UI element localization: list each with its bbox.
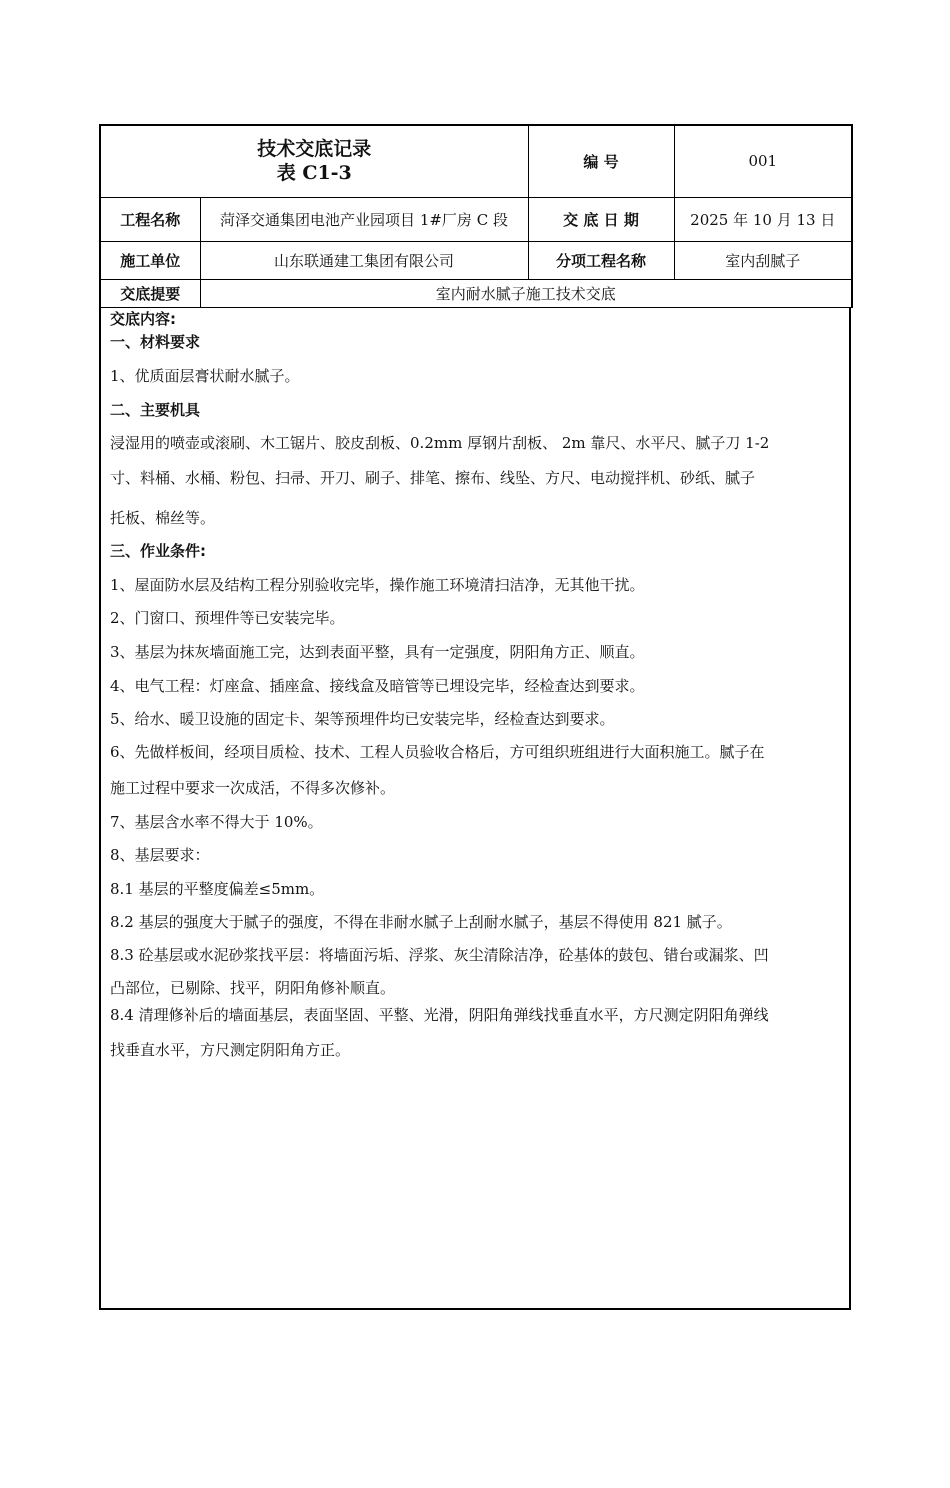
tech-disclosure-record	[99, 124, 851, 1488]
conditions-item-3: 3、基层为抹灰墙面施工完，达到表面平整，具有一定强度，阴阳角方正、顺直。	[110, 643, 645, 661]
tools-line-1: 浸湿用的喷壶或滚刷、木工锯片、胶皮刮板、0.2mm 厚钢片刮板、 2m 靠尺、水平尺、腻子刀 1-2	[110, 434, 770, 452]
tools-line-2: 寸、料桶、水桶、粉包、扫帚、开刀、刷子、排笔、擦布、线坠、方尺、电动搅拌机、砂纸、腻子	[110, 469, 756, 487]
section-conditions-title: 三、作业条件:	[110, 542, 206, 560]
section-tools-title: 二、主要机具	[110, 401, 201, 419]
conditions-item-4: 4、电气工程：灯座盒、插座盒、接线盒及暗管等已埋设完毕，经检查达到要求。	[110, 677, 645, 695]
conditions-item-8-4-line-2: 找垂直水平，方尺测定阴阳角方正。	[110, 1041, 351, 1059]
conditions-item-8: 8、基层要求：	[110, 846, 210, 864]
conditions-item-2: 2、门窗口、预埋件等已安装完毕。	[110, 609, 345, 627]
number-value: 001	[674, 125, 852, 197]
conditions-item-1: 1、屋面防水层及结构工程分别验收完毕，操作施工环境清扫洁净，无其他干扰。	[110, 576, 645, 594]
sub-project-label: 分项工程名称	[528, 241, 674, 279]
tools-line-3: 托板、棉丝等。	[110, 509, 216, 527]
conditions-item-7: 7、基层含水率不得大于 10%。	[110, 813, 323, 831]
summary-label: 交底提要	[100, 279, 200, 307]
sub-project-value: 室内刮腻子	[674, 241, 852, 279]
conditions-item-5: 5、给水、暖卫设施的固定卡、架等预埋件均已安装完毕，经检查达到要求。	[110, 710, 615, 728]
conditions-item-8-4-line-1: 8.4 清理修补后的墙面基层，表面坚固、平整、光滑，阴阳角弹线找垂直水平，方尺测定阴阳角弹线	[110, 1006, 769, 1024]
content-area	[99, 308, 851, 1310]
conditions-item-8-3-line-2: 凸部位，已剔除、找平，阴阳角修补顺直。	[110, 979, 396, 997]
conditions-item-8-2: 8.2 基层的强度大于腻子的强度，不得在非耐水腻子上刮耐水腻子，基层不得使用 821 腻子。	[110, 913, 732, 931]
form-code: 表 C1-3	[276, 162, 352, 185]
project-value: 菏泽交通集团电池产业园项目 1#厂房 C 段	[200, 197, 528, 241]
summary-value: 室内耐水腻子施工技术交底	[200, 279, 852, 307]
unit-label: 施工单位	[100, 241, 200, 279]
conditions-item-8-1: 8.1 基层的平整度偏差≤5mm。	[110, 880, 325, 898]
project-label: 工程名称	[100, 197, 200, 241]
number-label: 编 号	[528, 125, 674, 197]
materials-item-1: 1、优质面层膏状耐水腻子。	[110, 367, 300, 385]
form-title: 技术交底记录	[257, 138, 372, 161]
content-heading: 交底内容:	[110, 310, 176, 328]
section-materials-title: 一、材料要求	[110, 333, 201, 351]
conditions-item-6-line-1: 6、先做样板间，经项目质检、技术、工程人员验收合格后，方可组织班组进行大面积施工。腻子在	[110, 743, 765, 761]
conditions-item-6-line-2: 施工过程中要求一次成活，不得多次修补。	[110, 779, 396, 797]
date-label: 交 底 日 期	[528, 197, 674, 241]
date-value: 2025 年 10 月 13 日	[674, 197, 852, 241]
unit-value: 山东联通建工集团有限公司	[200, 241, 528, 279]
header-table	[99, 124, 853, 308]
title-cell	[100, 125, 528, 197]
conditions-item-8-3-line-1: 8.3 砼基层或水泥砂浆找平层：将墙面污垢、浮浆、灰尘清除洁净，砼基体的鼓包、错台或漏浆、凹	[110, 946, 769, 964]
